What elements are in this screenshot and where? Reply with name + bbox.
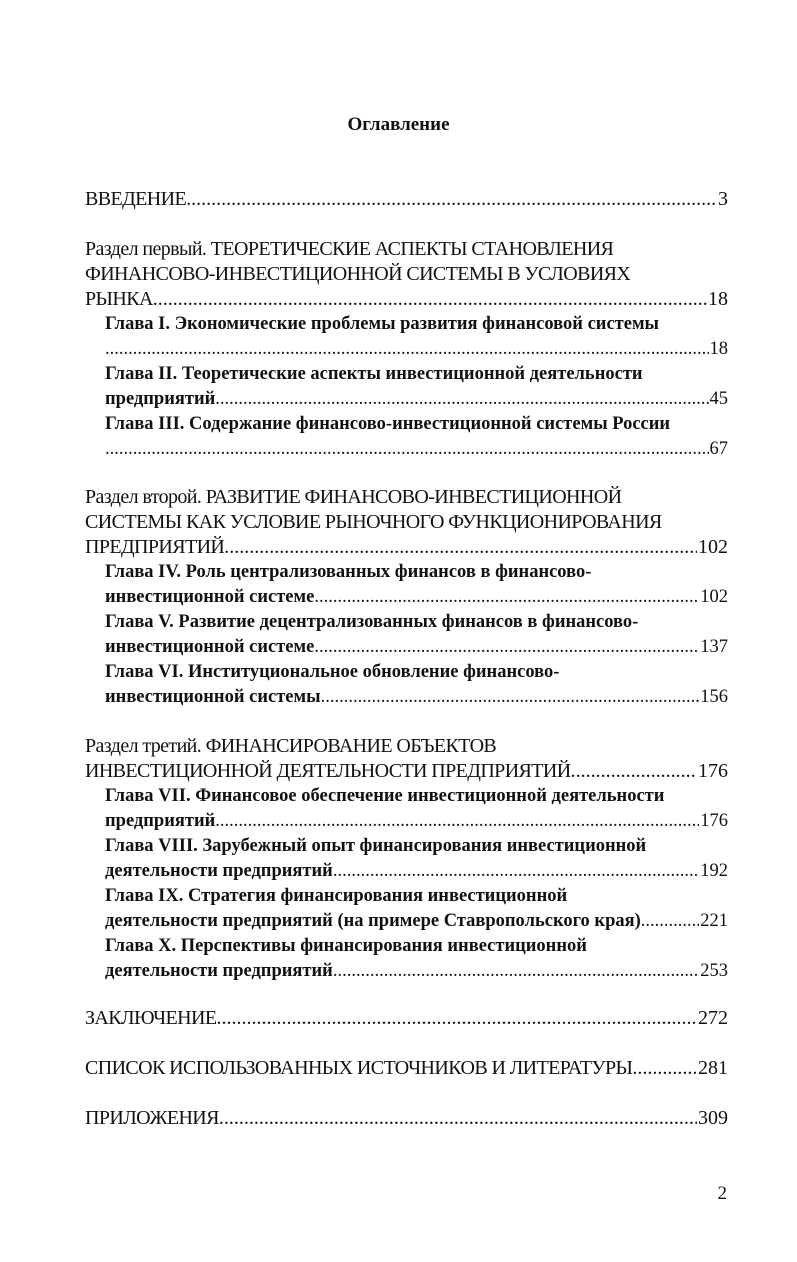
toc-entry-appendix[interactable] [85,1106,728,1131]
toc-section-2[interactable] [85,485,728,560]
chapter-6-title-cont: инвестиционной системы [105,687,321,707]
leader-dots [314,635,699,660]
toc-chapter-6[interactable] [105,660,728,710]
chapter-2-title-cont: предприятий [105,389,216,409]
chapter-2-page: 45 [709,389,728,409]
toc-chapter-3[interactable] [105,412,728,462]
section-1-line-1: Раздел первый. ТЕОРЕТИЧЕСКИЕ АСПЕКТЫ СТАНОВЛЕНИЯ [85,238,614,260]
leader-dots [632,1056,697,1081]
section-2-line-2: СИСТЕМЫ КАК УСЛОВИЕ РЫНОЧНОГО ФУНКЦИОНИРОВАНИЯ [85,511,662,533]
leader-dots [333,859,699,884]
chapter-4-title: Глава IV. Роль централизованных финансов в финансово- [105,562,592,582]
appendix-label: ПРИЛОЖЕНИЯ [85,1107,219,1129]
chapter-4-title-cont: инвестиционной системе [105,587,315,607]
leader-dots [215,809,699,834]
toc-section-3[interactable] [85,734,728,784]
conclusion-page: 272 [698,1007,728,1029]
toc-entry-sources[interactable] [85,1056,728,1081]
chapter-7-title: Глава VII. Финансовое обеспечение инвестиционной деятельности [105,786,665,806]
toc-chapter-4[interactable] [105,560,728,610]
toc-section-1[interactable] [85,237,728,312]
chapter-9-title-cont: деятельности предприятий (на примере Ставропольского края) [105,911,641,931]
leader-dots [186,187,717,212]
appendix-page: 309 [698,1107,728,1129]
leader-dots [105,337,709,362]
leader-dots [153,287,707,312]
chapter-7-page: 176 [700,811,728,831]
leader-dots [216,1006,697,1031]
page-number: 2 [717,1183,727,1204]
toc-chapter-1[interactable] [105,312,728,362]
chapter-3-page: 67 [709,439,728,459]
section-3-page: 176 [698,760,728,782]
chapter-1-page: 18 [709,339,728,359]
section-1-line-3: РЫНКА [85,288,153,310]
conclusion-label: ЗАКЛЮЧЕНИЕ [85,1007,217,1029]
sources-label: СПИСОК ИСПОЛЬЗОВАННЫХ ИСТОЧНИКОВ И ЛИТЕРАТУРЫ [85,1057,633,1079]
leader-dots [314,585,699,610]
chapter-8-page: 192 [700,861,728,881]
section-1-line-2: ФИНАНСОВО-ИНВЕСТИЦИОННОЙ СИСТЕМЫ В УСЛОВИЯХ [85,263,631,285]
chapter-8-title: Глава VIII. Зарубежный опыт финансирования инвестиционной [105,836,647,856]
section-3-line-2: ИНВЕСТИЦИОННОЙ ДЕЯТЕЛЬНОСТИ ПРЕДПРИЯТИЙ [85,760,571,782]
chapter-10-title: Глава X. Перспективы финансирования инвестиционной [105,936,587,956]
toc-entry-intro-label: ВВЕДЕНИЕ [85,188,187,210]
leader-dots [219,1106,697,1131]
chapter-5-page: 137 [700,637,728,657]
chapter-3-title: Глава III. Содержание финансово-инвестиционной системы России [105,414,671,434]
sources-page: 281 [698,1057,728,1079]
section-3-line-1: Раздел третий. ФИНАНСИРОВАНИЕ ОБЪЕКТОВ [85,735,497,757]
toc-entry-conclusion[interactable] [85,1006,728,1031]
section-2-line-3: ПРЕДПРИЯТИЙ [85,536,225,558]
toc-entry-intro-page: 3 [718,188,728,210]
leader-dots [333,959,699,984]
leader-dots [571,759,697,784]
chapter-9-page: 221 [700,911,728,931]
toc-chapter-2[interactable] [105,362,728,412]
chapter-6-title: Глава VI. Институциональное обновление финансово- [105,662,560,682]
leader-dots [224,535,697,560]
toc-chapter-9[interactable] [105,884,728,934]
leader-dots [321,685,700,710]
leader-dots [105,437,709,462]
section-2-page: 102 [698,536,728,558]
chapter-10-page: 253 [700,961,728,981]
chapter-7-title-cont: предприятий [105,811,216,831]
leader-dots [215,387,708,412]
chapter-8-title-cont: деятельности предприятий [105,861,333,881]
chapter-5-title: Глава V. Развитие децентрализованных финансов в финансово- [105,612,639,632]
page-title: Оглавление [347,114,450,135]
toc-entry-intro[interactable] [85,187,728,212]
toc-chapter-7[interactable] [105,784,728,834]
chapter-10-title-cont: деятельности предприятий [105,961,333,981]
chapter-1-title: Глава I. Экономические проблемы развития финансовой системы [105,314,659,334]
section-1-page: 18 [708,288,728,310]
chapter-6-page: 156 [700,687,728,707]
toc-chapter-8[interactable] [105,834,728,884]
section-2-line-1: Раздел второй. РАЗВИТИЕ ФИНАНСОВО-ИНВЕСТИЦИОННОЙ [85,486,622,508]
toc-chapter-5[interactable] [105,610,728,660]
chapter-9-title: Глава IX. Стратегия финансирования инвестиционной [105,886,568,906]
leader-dots [641,909,699,934]
chapter-4-page: 102 [700,587,728,607]
toc-chapter-10[interactable] [105,934,728,984]
chapter-2-title: Глава II. Теоретические аспекты инвестиционной деятельности [105,364,643,384]
chapter-5-title-cont: инвестиционной системе [105,637,315,657]
